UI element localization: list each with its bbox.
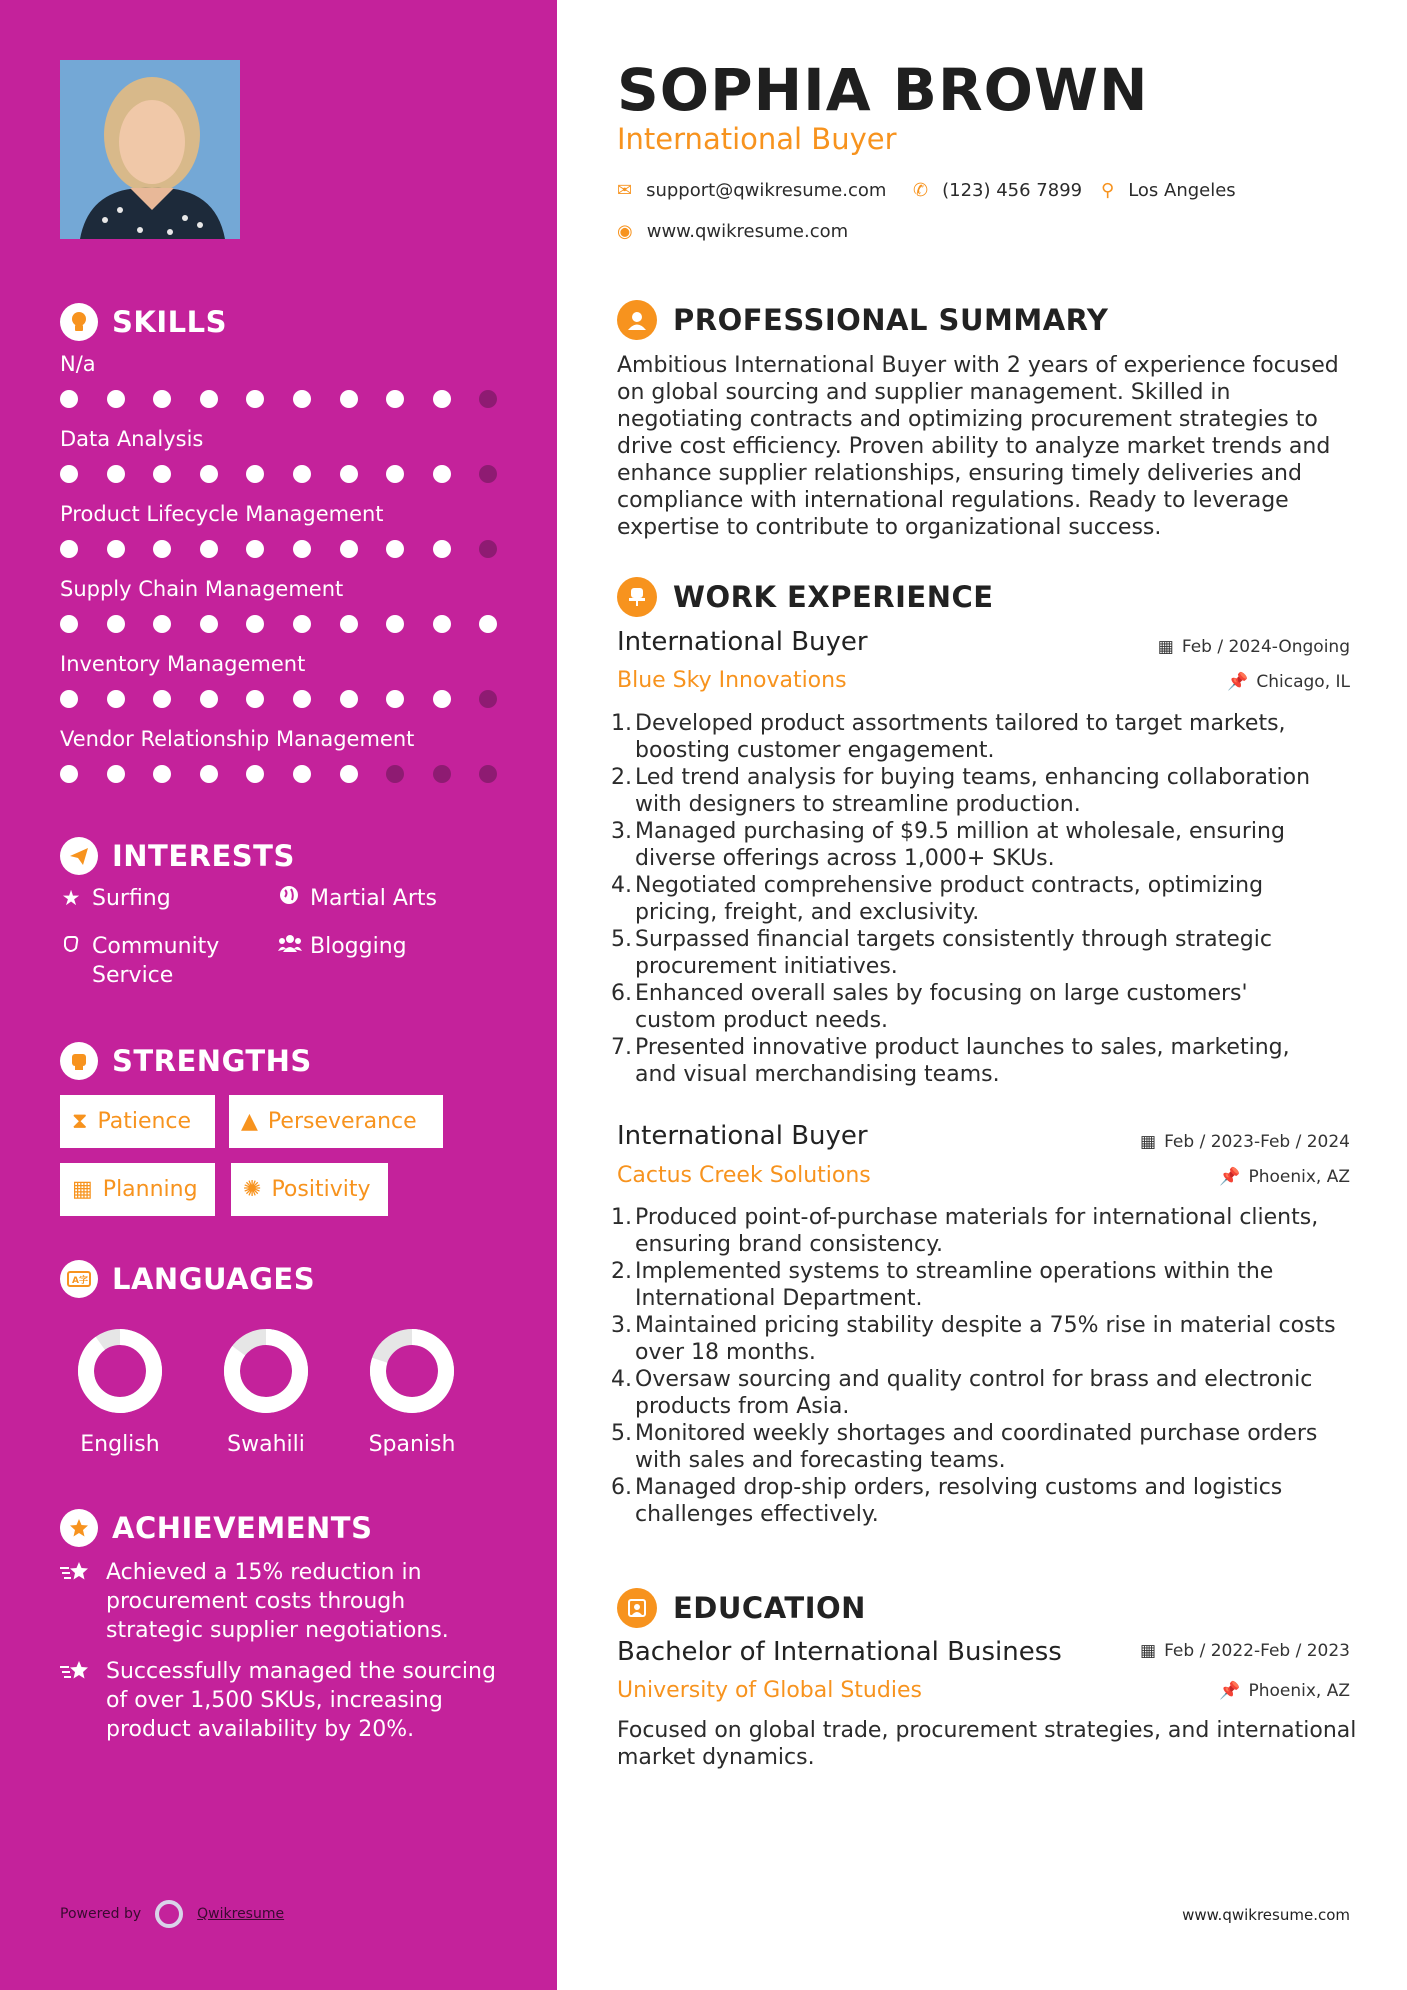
strength-badge bbox=[229, 1095, 443, 1148]
strength-badge bbox=[231, 1163, 388, 1216]
bullet-line: International Department. bbox=[635, 1286, 923, 1311]
bullet-number: 3. bbox=[611, 819, 632, 844]
skills-title: SKILLS bbox=[112, 305, 227, 339]
job-bullets bbox=[609, 1204, 1354, 1528]
skill-dot bbox=[433, 765, 451, 783]
pushpin-icon: 📌 bbox=[1219, 1681, 1241, 1701]
language-item bbox=[60, 1326, 180, 1457]
bullet-line: Led trend analysis for buying teams, enhancing collaboration bbox=[635, 765, 1311, 790]
candidate-name: SOPHIA BROWN bbox=[617, 56, 1149, 124]
bullet-text bbox=[635, 1258, 1273, 1312]
bullet-number: 5. bbox=[611, 1421, 632, 1446]
language-label: Spanish bbox=[368, 1432, 456, 1457]
achievement-text: Achieved a 15% reduction in procurement costs through strategic supplier negotiations. bbox=[106, 1560, 449, 1643]
skill-dot bbox=[153, 690, 171, 708]
skill-label: Data Analysis bbox=[60, 427, 204, 451]
skill-dot bbox=[340, 690, 358, 708]
language-label: English bbox=[80, 1432, 160, 1457]
skill-dot bbox=[246, 615, 264, 633]
hand-icon bbox=[60, 932, 82, 961]
phone-text: (123) 456 7899 bbox=[942, 180, 1083, 201]
bullet-text bbox=[635, 818, 1285, 872]
languages-heading bbox=[60, 1259, 315, 1299]
skill-dot bbox=[386, 615, 404, 633]
bullet-line: ensuring brand consistency. bbox=[635, 1232, 943, 1257]
skill-dot bbox=[340, 765, 358, 783]
skill-dot bbox=[60, 540, 78, 558]
bullet-line: challenges effectively. bbox=[635, 1502, 879, 1527]
interest-item bbox=[60, 884, 171, 913]
skill-dot bbox=[479, 690, 497, 708]
skill-dot bbox=[433, 615, 451, 633]
skill-dot bbox=[340, 390, 358, 408]
job-bullet bbox=[609, 872, 1354, 926]
shooting-star-icon bbox=[60, 1657, 94, 1744]
job-bullet bbox=[609, 1204, 1354, 1258]
skill-rating bbox=[60, 390, 526, 408]
skill-dot bbox=[200, 615, 218, 633]
skill-dot bbox=[153, 540, 171, 558]
bullet-number: 7. bbox=[611, 1035, 632, 1060]
chair-icon bbox=[617, 577, 657, 617]
job-bullet bbox=[609, 764, 1354, 818]
bullet-line: Developed product assortments tailored to target markets, bbox=[635, 711, 1286, 736]
skill-dot bbox=[479, 390, 497, 408]
skill-dot bbox=[246, 465, 264, 483]
skill-dot bbox=[433, 390, 451, 408]
job-bullets bbox=[609, 710, 1354, 1088]
skill-dot bbox=[107, 615, 125, 633]
user-icon bbox=[617, 300, 657, 340]
road-icon: ▲ bbox=[241, 1109, 258, 1134]
bullet-text bbox=[635, 710, 1286, 764]
skill-dot bbox=[386, 465, 404, 483]
bullet-line: Enhanced overall sales by focusing on large customers' bbox=[635, 981, 1248, 1006]
skill-dot bbox=[200, 765, 218, 783]
experience-title: WORK EXPERIENCE bbox=[673, 580, 994, 614]
job-bullet bbox=[609, 926, 1354, 980]
bullet-line: custom product needs. bbox=[635, 1008, 889, 1033]
education-dates bbox=[1140, 1641, 1350, 1661]
contact-email[interactable] bbox=[617, 180, 886, 201]
skill-dot bbox=[340, 465, 358, 483]
pushpin-icon: 📌 bbox=[1227, 672, 1249, 692]
shooting-star-icon bbox=[60, 1558, 94, 1645]
users-icon bbox=[278, 932, 300, 961]
strength-label: Positivity bbox=[271, 1177, 371, 1202]
achievement-item bbox=[60, 1558, 500, 1645]
bullet-number: 5. bbox=[611, 927, 632, 952]
job-location bbox=[1227, 672, 1350, 692]
qwikresume-link[interactable]: Qwikresume bbox=[197, 1906, 285, 1922]
contact-phone[interactable] bbox=[913, 180, 1082, 201]
globe-icon: ◉ bbox=[617, 221, 633, 242]
strength-badge bbox=[60, 1095, 215, 1148]
interest-label: Community Service bbox=[92, 934, 220, 988]
interest-item bbox=[60, 932, 219, 990]
bullet-line: Presented innovative product launches to sales, marketing, bbox=[635, 1035, 1290, 1060]
skill-dot bbox=[479, 765, 497, 783]
bullet-text bbox=[635, 926, 1272, 980]
lightbulb-icon bbox=[60, 303, 98, 341]
bullet-text bbox=[635, 764, 1310, 818]
strength-badge bbox=[60, 1163, 215, 1216]
calendar-icon: ▦ bbox=[72, 1177, 93, 1202]
contact-location bbox=[1101, 180, 1236, 201]
job-bullet bbox=[609, 710, 1354, 764]
language-item bbox=[206, 1326, 326, 1457]
candidate-role: International Buyer bbox=[617, 122, 897, 156]
job-dates-text: Feb / 2023-Feb / 2024 bbox=[1164, 1132, 1350, 1152]
interest-label: Surfing bbox=[92, 886, 171, 911]
achievement-item bbox=[60, 1657, 500, 1744]
skill-dot bbox=[60, 615, 78, 633]
skill-dot bbox=[107, 390, 125, 408]
bullet-text bbox=[635, 1204, 1318, 1258]
bullet-line: with sales and forecasting teams. bbox=[635, 1448, 1006, 1473]
job-bullet bbox=[609, 818, 1354, 872]
skill-rating bbox=[60, 615, 526, 633]
hourglass-icon: ⧗ bbox=[72, 1109, 88, 1134]
skill-dot bbox=[433, 690, 451, 708]
job-location-text: Chicago, IL bbox=[1256, 672, 1350, 692]
achievements-heading bbox=[60, 1508, 372, 1548]
skill-dot bbox=[200, 465, 218, 483]
skill-label: Supply Chain Management bbox=[60, 577, 344, 601]
skill-dot bbox=[340, 540, 358, 558]
skill-dot bbox=[293, 615, 311, 633]
bullet-line: Negotiated comprehensive product contracts, optimizing bbox=[635, 873, 1264, 898]
pushpin-icon: 📌 bbox=[1219, 1167, 1241, 1187]
sidebar bbox=[0, 0, 557, 1990]
map-pin-icon: ⚲ bbox=[1101, 180, 1115, 201]
bullet-number: 4. bbox=[611, 1367, 632, 1392]
skill-dot bbox=[60, 390, 78, 408]
location-text: Los Angeles bbox=[1128, 180, 1236, 201]
skills-heading bbox=[60, 302, 227, 342]
summary-heading bbox=[617, 300, 1108, 340]
job-dates bbox=[1158, 637, 1350, 657]
job-title: International Buyer bbox=[617, 1121, 868, 1151]
skill-dot bbox=[386, 540, 404, 558]
strengths-title: STRENGTHS bbox=[112, 1044, 312, 1078]
skill-dot bbox=[293, 540, 311, 558]
education-location-text: Phoenix, AZ bbox=[1248, 1681, 1350, 1701]
bullet-line: products from Asia. bbox=[635, 1394, 850, 1419]
skill-dot bbox=[293, 390, 311, 408]
skill-dot bbox=[60, 690, 78, 708]
bullet-line: Surpassed financial targets consistently through strategic bbox=[635, 927, 1272, 952]
education-school: University of Global Studies bbox=[617, 1678, 922, 1703]
powered-by bbox=[60, 1900, 284, 1928]
bullet-line: pricing, freight, and exclusivity. bbox=[635, 900, 980, 925]
summary-title: PROFESSIONAL SUMMARY bbox=[673, 303, 1109, 337]
skill-label: N/a bbox=[60, 352, 96, 376]
bullet-line: Managed purchasing of $9.5 million at wholesale, ensuring bbox=[635, 819, 1285, 844]
graduation-icon bbox=[617, 1588, 657, 1628]
summary-text: Ambitious International Buyer with 2 years of experience focused on global sourcing and supplier management. Skilled in negotiating contracts and optimizing procurement strategies to drive cost efficiency. Proven ability to analyze market trends and enhance supplier relationships, ensuring timely deliveries and compliance with international regulations. Ready to leverage expertise to contribute to organizational success. bbox=[617, 353, 1339, 540]
skill-dot bbox=[246, 690, 264, 708]
education-title: EDUCATION bbox=[673, 1591, 866, 1625]
skill-dot bbox=[293, 690, 311, 708]
job-bullet bbox=[609, 1474, 1354, 1528]
language-label: Swahili bbox=[227, 1432, 305, 1457]
language-ring-fill bbox=[86, 1337, 154, 1405]
experience-heading bbox=[617, 577, 994, 617]
job-company: Blue Sky Innovations bbox=[617, 668, 847, 693]
skill-label: Inventory Management bbox=[60, 652, 306, 676]
skill-dot bbox=[200, 690, 218, 708]
bullet-line: Oversaw sourcing and quality control for brass and electronic bbox=[635, 1367, 1313, 1392]
skill-dot bbox=[60, 465, 78, 483]
profile-photo bbox=[60, 60, 240, 239]
education-location bbox=[1219, 1681, 1350, 1701]
skill-dot bbox=[200, 540, 218, 558]
skill-dot bbox=[107, 540, 125, 558]
language-ring bbox=[367, 1326, 457, 1416]
bullet-line: with designers to streamline production. bbox=[635, 792, 1081, 817]
job-bullet bbox=[609, 980, 1354, 1034]
bullet-text bbox=[635, 1034, 1290, 1088]
skill-dot bbox=[386, 390, 404, 408]
skill-rating bbox=[60, 765, 526, 783]
job-bullet bbox=[609, 1312, 1354, 1366]
language-ring bbox=[221, 1326, 311, 1416]
skill-label: Product Lifecycle Management bbox=[60, 502, 384, 526]
job-bullet bbox=[609, 1258, 1354, 1312]
qwikresume-logo-icon bbox=[155, 1900, 183, 1928]
skill-dot bbox=[246, 390, 264, 408]
skill-dot bbox=[246, 540, 264, 558]
bullet-line: Monitored weekly shortages and coordinated purchase orders bbox=[635, 1421, 1318, 1446]
education-degree: Bachelor of International Business bbox=[617, 1637, 1062, 1667]
bullet-text bbox=[635, 980, 1248, 1034]
skill-dot bbox=[479, 465, 497, 483]
skill-dot bbox=[479, 540, 497, 558]
bullet-line: Managed drop-ship orders, resolving customs and logistics bbox=[635, 1475, 1283, 1500]
bullet-line: and visual merchandising teams. bbox=[635, 1062, 1000, 1087]
interests-heading bbox=[60, 836, 295, 876]
contact-website[interactable] bbox=[617, 221, 848, 242]
skill-dot bbox=[107, 465, 125, 483]
strength-label: Patience bbox=[97, 1109, 192, 1134]
calendar-icon: ▦ bbox=[1140, 1132, 1157, 1152]
skill-dot bbox=[107, 765, 125, 783]
interest-label: Blogging bbox=[310, 934, 407, 959]
interest-item bbox=[278, 932, 407, 961]
job-title: International Buyer bbox=[617, 627, 868, 657]
education-heading bbox=[617, 1588, 866, 1628]
job-location-text: Phoenix, AZ bbox=[1248, 1167, 1350, 1187]
bullet-number: 6. bbox=[611, 981, 632, 1006]
bullet-text bbox=[635, 1420, 1317, 1474]
job-bullet bbox=[609, 1034, 1354, 1088]
skill-dot bbox=[107, 690, 125, 708]
bullet-number: 2. bbox=[611, 765, 632, 790]
languages-title: LANGUAGES bbox=[112, 1262, 316, 1296]
education-dates-text: Feb / 2022-Feb / 2023 bbox=[1164, 1641, 1350, 1661]
bullet-line: boosting customer engagement. bbox=[635, 738, 995, 763]
interest-item bbox=[278, 884, 437, 913]
achievement-text: Successfully managed the sourcing of over 1,500 SKUs, increasing product availability by 20%. bbox=[106, 1659, 496, 1742]
phone-icon: ✆ bbox=[913, 180, 929, 201]
skill-dot bbox=[293, 465, 311, 483]
interest-label: Martial Arts bbox=[310, 886, 438, 911]
bullet-line: Implemented systems to streamline operations within the bbox=[635, 1259, 1274, 1284]
bullet-number: 6. bbox=[611, 1475, 632, 1500]
bullet-number: 2. bbox=[611, 1259, 632, 1284]
skill-dot bbox=[479, 615, 497, 633]
bullet-text bbox=[635, 872, 1263, 926]
paper-plane-icon bbox=[60, 837, 98, 875]
bullet-number: 4. bbox=[611, 873, 632, 898]
skill-dot bbox=[153, 390, 171, 408]
bullet-line: procurement initiatives. bbox=[635, 954, 898, 979]
education-description: Focused on global trade, procurement strategies, and international market dynamics. bbox=[617, 1718, 1357, 1770]
job-location bbox=[1219, 1167, 1350, 1187]
bullet-number: 1. bbox=[611, 711, 632, 736]
job-bullet bbox=[609, 1366, 1354, 1420]
skill-dot bbox=[60, 765, 78, 783]
bullet-number: 1. bbox=[611, 1205, 632, 1230]
medal-star-icon bbox=[60, 1509, 98, 1547]
powered-by-label: Powered by bbox=[60, 1906, 142, 1922]
fist-icon bbox=[60, 1042, 98, 1080]
bullet-number: 3. bbox=[611, 1313, 632, 1338]
interests-title: INTERESTS bbox=[112, 839, 295, 873]
language-item bbox=[352, 1326, 472, 1457]
website-text: www.qwikresume.com bbox=[646, 221, 849, 242]
skill-dot bbox=[433, 465, 451, 483]
bullet-text bbox=[635, 1312, 1336, 1366]
bullet-line: Maintained pricing stability despite a 75% rise in material costs bbox=[635, 1313, 1336, 1338]
svg-text:A字: A字 bbox=[72, 1276, 88, 1286]
bullet-line: Produced point-of-purchase materials for international clients, bbox=[635, 1205, 1319, 1230]
skill-dot bbox=[153, 765, 171, 783]
calendar-icon: ▦ bbox=[1157, 637, 1174, 657]
strength-label: Planning bbox=[102, 1177, 198, 1202]
calendar-icon: ▦ bbox=[1140, 1641, 1157, 1661]
globe-icon bbox=[278, 884, 300, 913]
skill-dot bbox=[200, 390, 218, 408]
skill-dot bbox=[246, 765, 264, 783]
bullet-text bbox=[635, 1366, 1312, 1420]
skill-rating bbox=[60, 540, 526, 558]
bullet-line: over 18 months. bbox=[635, 1340, 816, 1365]
skill-dot bbox=[433, 540, 451, 558]
skill-rating bbox=[60, 465, 526, 483]
email-text: support@qwikresume.com bbox=[646, 180, 887, 201]
skill-dot bbox=[293, 765, 311, 783]
language-ring bbox=[75, 1326, 165, 1416]
envelope-icon: ✉ bbox=[617, 180, 633, 201]
job-dates bbox=[1140, 1132, 1350, 1152]
language-icon bbox=[60, 1260, 98, 1298]
footer-url[interactable]: www.qwikresume.com bbox=[1182, 1906, 1350, 1924]
bullet-text bbox=[635, 1474, 1282, 1528]
sun-icon: ✺ bbox=[243, 1177, 262, 1202]
job-company: Cactus Creek Solutions bbox=[617, 1163, 871, 1188]
job-bullet bbox=[609, 1420, 1354, 1474]
job-dates-text: Feb / 2024-Ongoing bbox=[1181, 637, 1350, 657]
skill-dot bbox=[340, 615, 358, 633]
achievements-title: ACHIEVEMENTS bbox=[112, 1511, 373, 1545]
skill-dot bbox=[153, 615, 171, 633]
strength-label: Perseverance bbox=[267, 1109, 417, 1134]
strengths-heading bbox=[60, 1041, 312, 1081]
skill-dot bbox=[386, 690, 404, 708]
skill-label: Vendor Relationship Management bbox=[60, 727, 415, 751]
skill-dot bbox=[153, 465, 171, 483]
skill-dot bbox=[386, 765, 404, 783]
bullet-line: diverse offerings across 1,000+ SKUs. bbox=[635, 846, 1055, 871]
skill-rating bbox=[60, 690, 526, 708]
star-icon: ★ bbox=[61, 886, 81, 910]
